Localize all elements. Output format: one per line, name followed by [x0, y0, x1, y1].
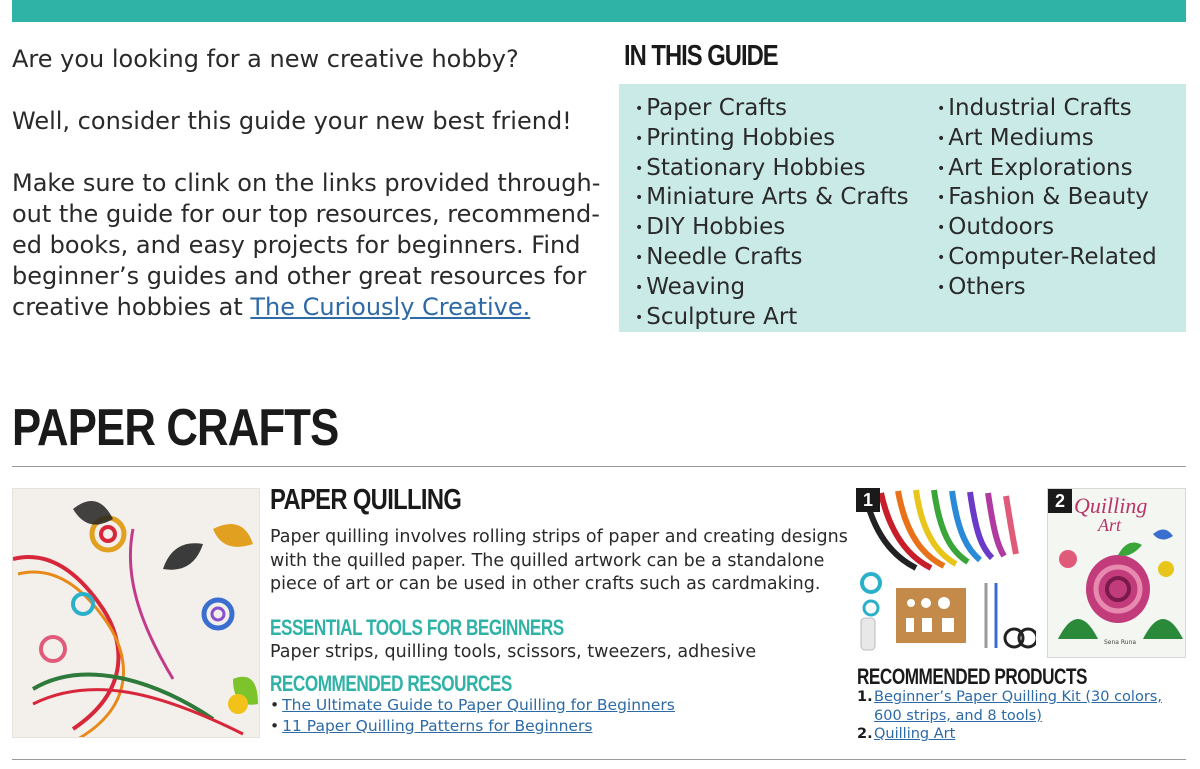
product-number: 1.: [857, 689, 873, 705]
resource-item: [270, 716, 850, 737]
book-cover-illustration: [1048, 489, 1186, 658]
tools-heading: ESSENTIAL TOOLS FOR BEGINNERS: [270, 614, 564, 640]
guide-item: • Miniature Arts & Crafts: [635, 183, 909, 213]
product-item: [857, 688, 1187, 725]
recommended-products-list: [857, 688, 1187, 744]
intro-instructions: Make sure to clink on the links provided through-out the guide for our top resources, recommend-ed books, and easy projects for beginners. Find beginner’s guides and other great resources for creative hobbies at The Curiously Creative.: [12, 169, 601, 321]
recommended-products-heading: RECOMMENDED PRODUCTS: [857, 664, 1087, 689]
tools-text: Paper strips, quilling tools, scissors, tweezers, adhesive: [270, 641, 757, 662]
product-item: [857, 725, 1187, 744]
resource-item: [270, 695, 850, 716]
article-body: Paper quilling involves rolling strips of paper and creating designs with the quilled paper. The quilled artwork can be a standalone piece of art or can be used in other crafts such as cardmaking.: [270, 527, 848, 594]
guide-list-right: [937, 94, 1157, 303]
guide-heading: IN THIS GUIDE: [624, 40, 778, 72]
product-image-quilling-kit[interactable]: [856, 488, 1036, 658]
resources-list: [270, 695, 850, 737]
quilling-artwork-image: [12, 488, 260, 738]
guide-item: • Others: [937, 273, 1157, 303]
intro-question: Are you looking for a new creative hobby?: [12, 45, 519, 73]
resources-heading: RECOMMENDED RESOURCES: [270, 670, 512, 696]
paper-quilling-article: [270, 484, 850, 737]
guide-item: • Stationary Hobbies: [635, 154, 909, 184]
section-divider: [12, 466, 1186, 467]
book-title-line2: Art: [1098, 515, 1122, 535]
intro-friend: Well, consider this guide your new best friend!: [12, 107, 572, 135]
resource-link-patterns[interactable]: 11 Paper Quilling Patterns for Beginners: [282, 716, 593, 735]
guide-item: • Weaving: [635, 273, 909, 303]
curiously-creative-link[interactable]: The Curiously Creative.: [250, 293, 531, 321]
guide-item: • Art Explorations: [937, 154, 1157, 184]
guide-item: • Paper Crafts: [635, 94, 909, 124]
product-link-quilling-kit[interactable]: Beginner’s Paper Quilling Kit (30 colors, 600 strips, and 8 tools): [874, 689, 1162, 724]
guide-list-left: [635, 94, 909, 332]
book-title-line1: Quilling: [1074, 493, 1148, 518]
product-number: 2.: [857, 726, 873, 742]
quilling-kit-illustration: [856, 488, 1036, 658]
guide-item: • Computer-Related: [937, 243, 1157, 273]
guide-contents-box: [619, 84, 1186, 332]
article-title: PAPER QUILLING: [270, 484, 462, 516]
guide-item: • Fashion & Beauty: [937, 183, 1157, 213]
guide-item: • Needle Crafts: [635, 243, 909, 273]
guide-item: • Industrial Crafts: [937, 94, 1157, 124]
product-number-badge: 1: [856, 488, 880, 512]
guide-item: • Art Mediums: [937, 124, 1157, 154]
product-link-quilling-art[interactable]: Quilling Art: [874, 726, 956, 742]
resource-link-ultimate-guide[interactable]: The Ultimate Guide to Paper Quilling for Beginners: [282, 695, 675, 714]
section-title: PAPER CRAFTS: [12, 399, 339, 457]
product-image-quilling-art-book[interactable]: [1047, 488, 1186, 658]
bottom-divider: [12, 759, 1186, 760]
guide-item: • Outdoors: [937, 213, 1157, 243]
intro-text: [12, 44, 602, 323]
top-accent-bar: [12, 0, 1186, 22]
product-number-badge: 2: [1048, 489, 1072, 513]
quilling-illustration: [13, 489, 260, 738]
book-author: Sena Runa: [1104, 639, 1137, 646]
guide-item: • Printing Hobbies: [635, 124, 909, 154]
guide-item: • DIY Hobbies: [635, 213, 909, 243]
guide-item: • Sculpture Art: [635, 303, 909, 333]
